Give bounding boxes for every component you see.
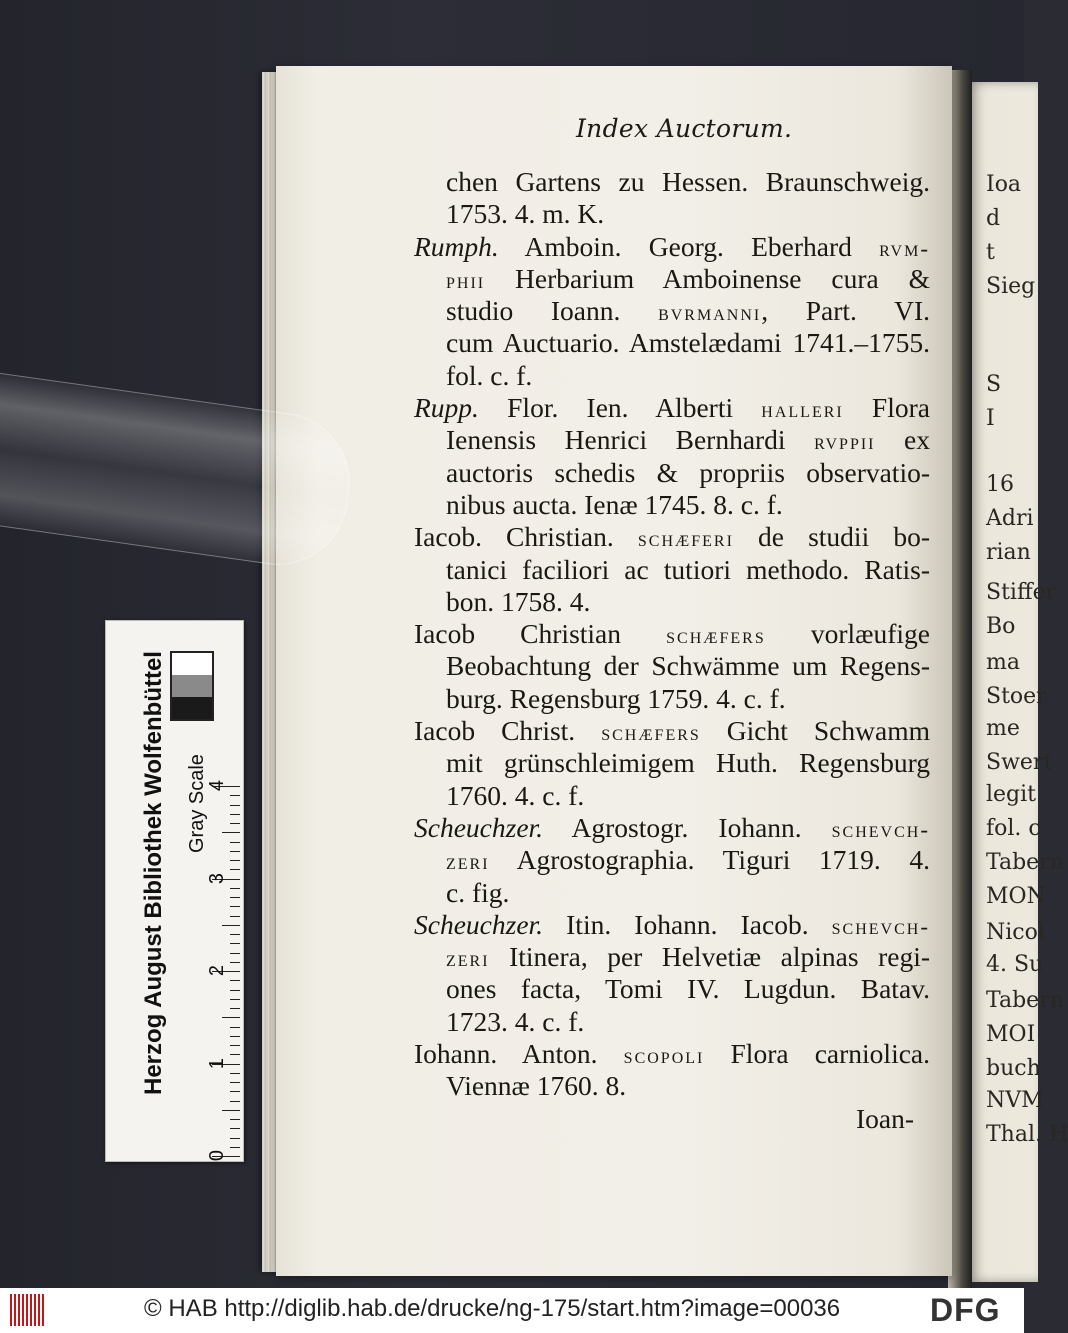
author-name: halleri <box>761 397 844 423</box>
text-line <box>414 521 930 553</box>
ruler-tick <box>230 1147 240 1148</box>
ruler-tick-label: 1 <box>206 1057 229 1069</box>
text-line <box>414 554 930 586</box>
ruler-tick <box>230 1073 240 1074</box>
ruler-tick <box>230 1119 240 1120</box>
entry-text: 1753. 4. m. K. <box>446 198 605 230</box>
gray-swatch <box>172 675 212 697</box>
ruler-tick <box>230 869 240 870</box>
entry-abbrev: Scheuchzer. <box>414 908 544 940</box>
ruler-tick-label: 3 <box>206 872 229 884</box>
entry-text: studio Ioann. <box>446 295 659 327</box>
entry-abbrev: Rupp. <box>414 392 479 424</box>
entry-text: mit grünschleimigem Huth. Regensburg <box>446 747 930 779</box>
next-page-fragment: rian <box>986 540 1031 565</box>
text-line <box>414 973 930 1005</box>
entry-text: Agrostographia. Tiguri 1719. 4. <box>489 844 930 876</box>
next-page-fragment: buch <box>986 1056 1041 1081</box>
entry-text: ones facta, Tomi IV. Lugdun. Batav. <box>446 973 930 1005</box>
text-line <box>414 392 930 424</box>
ruler-subtitle: Gray Scale <box>186 754 208 853</box>
ruler-tick <box>230 1101 240 1102</box>
barcode-icon <box>10 1294 46 1326</box>
ruler-tick <box>230 823 240 824</box>
ruler-tick <box>230 1091 240 1092</box>
entry-text: 1760. 4. c. f. <box>446 779 585 811</box>
next-page-fragment: ma <box>986 650 1020 675</box>
entry-text: Iacob. Christian. <box>414 521 638 553</box>
text-line <box>414 1038 930 1070</box>
gray-swatch <box>172 697 212 719</box>
next-page-fragment: Tabern <box>986 988 1064 1013</box>
text-line <box>414 295 930 327</box>
dfg-logo: DFG <box>930 1292 1001 1328</box>
ruler-title: Herzog August Bibliothek Wolfenbüttel <box>140 651 167 1095</box>
ruler-tick <box>230 1138 240 1139</box>
ruler-tick <box>222 1110 240 1111</box>
entry-text: Flora <box>843 392 930 424</box>
catchword: Ioan- <box>856 1103 915 1134</box>
entry-text: Beobachtung der Schwämme um Regens- <box>446 650 930 682</box>
next-page-fragment: Adri <box>986 506 1034 531</box>
ruler-tick <box>230 934 240 935</box>
entry-text: fol. c. f. <box>446 359 533 391</box>
next-page-fragment: S <box>986 372 1002 397</box>
ruler-tick <box>230 805 240 806</box>
entry-text: , Part. VI. <box>761 295 930 327</box>
text-line <box>414 424 930 456</box>
entry-text: burg. Regensburg 1759. 4. c. f. <box>446 682 786 714</box>
text-line <box>414 877 930 909</box>
ruler-tick <box>230 999 240 1000</box>
ruler-scale <box>206 779 240 1162</box>
next-page-fragment: me <box>986 716 1020 741</box>
gray-scale-ruler <box>105 620 244 1162</box>
text-line <box>414 941 930 973</box>
author-name: schæferi <box>637 526 734 552</box>
entry-text: Amboin. Georg. Eberhard <box>498 230 880 262</box>
ruler-tick <box>230 943 240 944</box>
next-page-fragment: 4. Su <box>986 952 1044 977</box>
entry-text: Herbarium Amboinense cura & <box>485 262 930 294</box>
entry-text: vorlæufige <box>765 618 930 650</box>
ruler-tick <box>230 814 240 815</box>
ruler-tick <box>230 953 240 954</box>
ruler-tick-label: 0 <box>206 1149 229 1162</box>
text-line <box>414 360 930 392</box>
text-line <box>414 263 930 295</box>
next-page-fragment: Stiffer <box>986 580 1057 605</box>
text-line <box>414 166 930 198</box>
ruler-tick <box>230 916 240 917</box>
text-line <box>414 650 930 682</box>
author-name: schevch- <box>831 913 930 939</box>
author-name: zeri <box>446 946 490 972</box>
entry-text: Flora carniolica. <box>704 1038 930 1070</box>
ruler-tick <box>222 1017 240 1018</box>
author-name: schæfers <box>601 720 701 746</box>
next-page-fragment: legit <box>986 782 1037 807</box>
entry-text: Gicht Schwamm <box>700 715 930 747</box>
entry-text: 1723. 4. c. f. <box>446 1005 585 1037</box>
ruler-tick <box>230 1008 240 1009</box>
next-page-edge <box>968 82 1068 1282</box>
book-page <box>276 66 952 1276</box>
author-name: scopoli <box>623 1043 705 1069</box>
next-page-fragment: Stoer <box>986 684 1047 709</box>
text-line <box>414 489 930 521</box>
entry-text: Iacob Christian <box>414 618 667 650</box>
ruler-tick <box>222 925 240 926</box>
ruler-tick <box>230 962 240 963</box>
ruler-tick-label: 2 <box>206 964 229 977</box>
ruler-tick <box>230 842 240 843</box>
next-page-fragment: fol. c <box>986 816 1041 841</box>
author-name: schevch- <box>831 816 930 842</box>
text-line <box>414 780 930 812</box>
text-line <box>414 231 930 263</box>
entry-text: Agrostogr. Iohann. <box>543 811 832 843</box>
entry-text: Itin. Iohann. Iacob. <box>543 908 832 940</box>
entry-text: cum Auctuario. Amstelædami 1741.–1755. <box>446 327 930 359</box>
text-line <box>414 812 930 844</box>
entry-text: Itinera, per Helvetiæ alpinas regi- <box>489 941 930 973</box>
text-line <box>414 683 930 715</box>
next-page-fragment: Ioa <box>986 172 1022 197</box>
author-name: schæfers <box>666 623 766 649</box>
text-line <box>414 844 930 876</box>
index-entries <box>414 166 930 1103</box>
ruler-tick <box>230 860 240 861</box>
text-line <box>414 457 930 489</box>
next-page-fragment: NVM <box>986 1088 1044 1113</box>
entry-text: c. fig. <box>446 876 510 908</box>
ruler-tick <box>230 980 240 981</box>
next-page-fragment: t <box>986 240 995 265</box>
author-name: phii <box>446 267 486 293</box>
entry-text: auctoris schedis & propriis observatio- <box>446 456 930 488</box>
ruler-tick <box>230 906 240 907</box>
entry-text: Viennæ 1760. 8. <box>446 1070 627 1102</box>
text-line <box>414 909 930 941</box>
next-page-fragment: Nicol <box>986 920 1045 945</box>
ruler-tick <box>230 1128 240 1129</box>
ruler-tick <box>230 1027 240 1028</box>
text-line <box>414 1070 930 1102</box>
text-line <box>414 586 930 618</box>
ruler-tick <box>230 1082 240 1083</box>
ruler-tick <box>230 1054 240 1055</box>
author-name: rvppii <box>814 429 876 455</box>
next-page-fragment: MON <box>986 884 1046 909</box>
entry-text: chen Gartens zu Hessen. Braunschweig. <box>446 166 930 197</box>
entry-text: ex <box>875 424 930 456</box>
next-page-fragment: Sieg <box>986 274 1036 299</box>
copyright-url[interactable]: © HAB http://diglib.hab.de/drucke/ng-175/start.htm?image=00036 <box>144 1295 841 1322</box>
entry-abbrev: Rumph. <box>414 230 499 262</box>
next-page-fragment: I <box>986 406 995 431</box>
entry-text: tanici faciliori ac tutiori methodo. Ratis- <box>446 553 930 585</box>
next-page-fragment: MOI <box>986 1022 1036 1047</box>
ruler-tick <box>230 795 240 796</box>
entry-abbrev: Scheuchzer. <box>414 811 544 843</box>
next-page-fragment: d <box>986 206 1001 231</box>
gray-swatches <box>170 651 214 721</box>
ruler-tick <box>230 1045 240 1046</box>
entry-text: Iohann. Anton. <box>414 1038 624 1070</box>
author-name: bvrmanni <box>658 300 762 326</box>
entry-text: nibus aucta. Ienæ 1745. 8. c. f. <box>446 488 783 520</box>
next-page-fragment: Swert <box>986 750 1053 775</box>
next-page-fragment: Bo <box>986 614 1016 639</box>
ruler-tick <box>230 990 240 991</box>
ruler-tick-label: 4 <box>206 779 229 792</box>
entry-text: Iacob Christ. <box>414 715 602 747</box>
text-line <box>414 715 930 747</box>
entry-text: de studii bo- <box>733 521 930 553</box>
entry-text: Ienensis Henrici Bernhardi <box>446 424 815 456</box>
entry-text: Flor. Ien. Alberti <box>478 392 762 424</box>
author-name: zeri <box>446 849 490 875</box>
ruler-tick <box>230 897 240 898</box>
text-line <box>414 198 930 230</box>
ruler-tick <box>230 1036 240 1037</box>
text-line <box>414 747 930 779</box>
next-page-fragment: Thal. H <box>986 1122 1068 1147</box>
text-line <box>414 327 930 359</box>
next-page-fragment: Tabern <box>986 850 1064 875</box>
next-page-fragment: 16 <box>986 472 1014 497</box>
ruler-tick <box>230 851 240 852</box>
entry-text: bon. 1758. 4. <box>446 585 591 617</box>
footer-bar <box>0 1288 1024 1333</box>
ruler-tick <box>222 832 240 833</box>
ruler-tick <box>230 888 240 889</box>
author-name: rvm- <box>879 235 930 261</box>
gray-swatch <box>172 653 212 675</box>
text-line <box>414 618 930 650</box>
running-head: Index Auctorum. <box>576 114 793 143</box>
text-line <box>414 1006 930 1038</box>
